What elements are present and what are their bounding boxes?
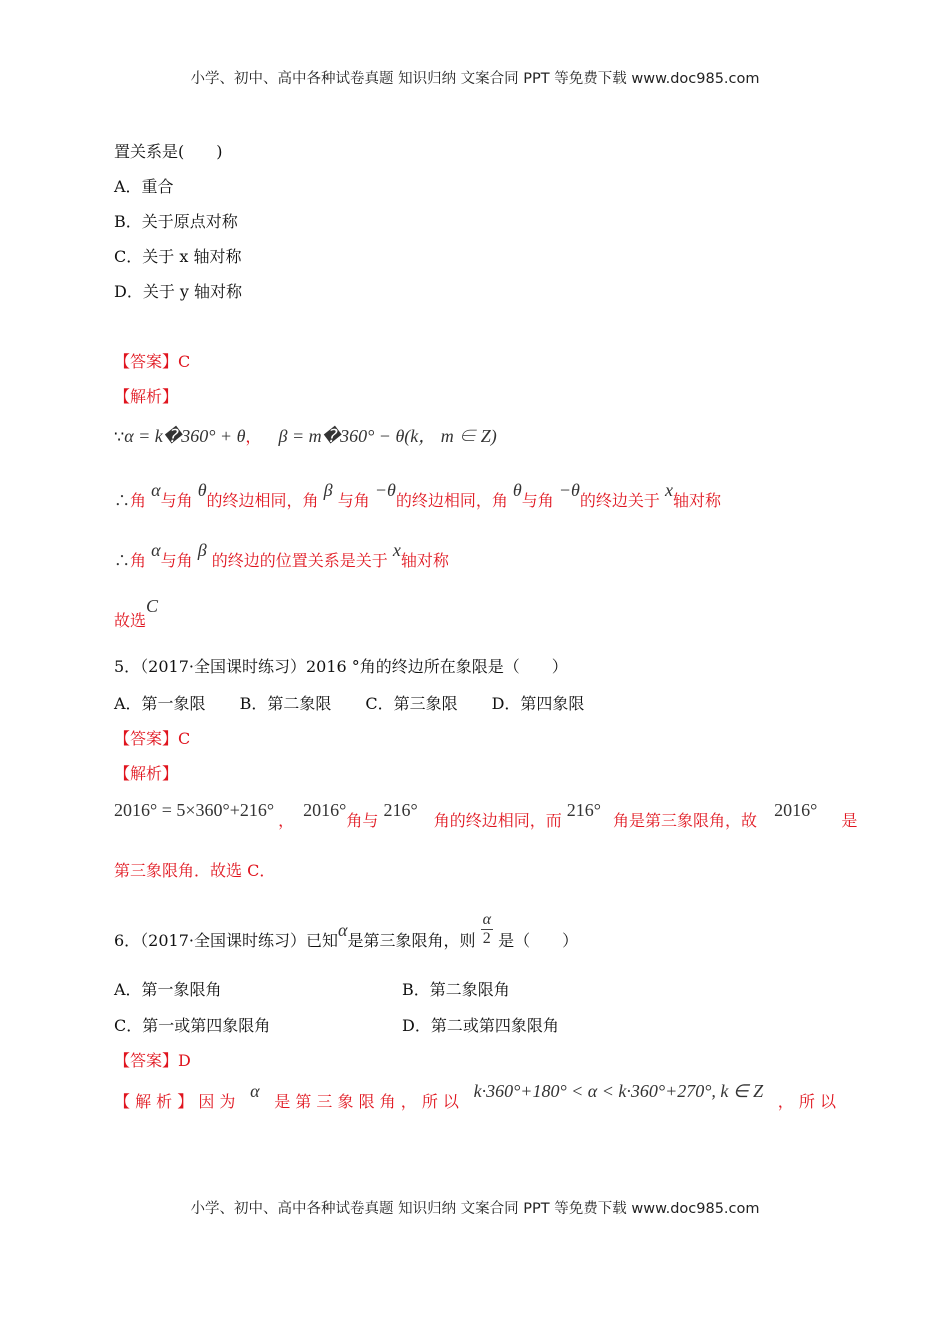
text: 是 (841, 811, 858, 830)
math-x: x (392, 540, 401, 560)
q4-analysis-line1 (114, 422, 497, 448)
page-header: 小学、初中、高中各种试卷真题 知识归纳 文案合同 PPT 等免费下载 www.doc985.com (190, 71, 760, 87)
q4-analysis-label: 【解析】 (114, 387, 179, 406)
answer-label: 【答案】 (114, 729, 179, 748)
q6-stem (114, 911, 579, 960)
q4-analysis-line3 (114, 540, 449, 571)
q6-analysis-line1 (114, 1081, 836, 1112)
q4-option-d: D．关于 y 轴对称 (114, 282, 243, 301)
math-216: 216° (383, 800, 418, 820)
numerator: α (482, 911, 491, 928)
text: 轴对称 (672, 491, 721, 510)
page-footer: 小学、初中、高中各种试卷真题 知识归纳 文案合同 PPT 等免费下载 www.doc985.com (190, 1201, 760, 1217)
text: 是 第 三 象 限 角 ， 所 以 (274, 1092, 459, 1111)
answer-label: 【答案】 (114, 1051, 179, 1070)
denominator: 2 (482, 930, 491, 947)
text: 与角 (337, 491, 370, 510)
answer-value: C (178, 729, 191, 748)
math-2016: 2016° (303, 800, 347, 820)
math-neg-theta: −θ (374, 480, 396, 500)
therefore-symbol: ∴ (114, 491, 131, 510)
inequality-formula: k·360°+180° < α < k·360°+270°, k ∈ Z (473, 1081, 764, 1101)
text: 与角 (160, 491, 193, 510)
q5-stem: 5．（2017·全国课时练习）2016 °角的终边所在象限是（ ） (114, 657, 568, 676)
q6-answer (114, 1048, 191, 1071)
formula: 2016° = 5×360°+216° (114, 800, 275, 820)
text: 的终边的位置关系是关于 (211, 551, 388, 570)
q6-option-d: D．第二或第四象限角 (402, 1016, 559, 1035)
q4-stem-tail: 置关系是( ) (114, 142, 223, 161)
math-alpha: α (151, 540, 161, 560)
math-beta: β (197, 540, 207, 560)
fraction-alpha-over-2 (481, 911, 493, 948)
q6-option-a: A．第一象限角 (114, 980, 222, 999)
q5-option-c: C．第三象限 (365, 694, 458, 713)
math-neg-theta: −θ (558, 480, 580, 500)
text: 故选 (114, 611, 147, 630)
math-x: x (664, 480, 673, 500)
q5-options (114, 691, 584, 714)
text: 角是第三象限角，故 (613, 811, 758, 830)
math-theta: θ (512, 480, 522, 500)
q4-analysis-line4 (114, 596, 159, 631)
q4-option-a: A．重合 (114, 177, 174, 196)
text: 与角 (160, 551, 193, 570)
answer-value: C (178, 352, 191, 371)
math-theta: θ (197, 480, 207, 500)
text: 轴对称 (400, 551, 449, 570)
text: ， 所 以 (777, 1092, 836, 1111)
therefore-symbol: ∴ (114, 551, 131, 570)
q5-analysis-line1 (114, 800, 858, 831)
q4-analysis-line2 (114, 480, 721, 511)
q6-option-b: B．第二象限角 (402, 980, 510, 999)
q5-option-b: B．第二象限 (239, 694, 332, 713)
text: 角 (130, 491, 147, 510)
answer-label: 【答案】 (114, 352, 179, 371)
q6-option-c: C．第一或第四象限角 (114, 1016, 271, 1035)
answer-value: D (178, 1051, 191, 1070)
q5-option-d: D．第四象限 (491, 694, 585, 713)
math-beta: β (323, 480, 333, 500)
text: 角的终边相同，而 (433, 811, 562, 830)
math-alpha: α (151, 480, 161, 500)
formula-alpha: α = k�360° + θ (124, 426, 246, 446)
text: 是（ ） (498, 931, 579, 950)
text: 角 (130, 551, 147, 570)
math-2016: 2016° (774, 800, 818, 820)
q5-option-a: A．第一象限 (114, 694, 206, 713)
text: 的终边关于 (579, 491, 660, 510)
text: 角与 (346, 811, 379, 830)
text: 6．（2017·全国课时练习）已知 (114, 931, 338, 950)
math-alpha: α (250, 1081, 260, 1101)
formula-beta: β = m�360° − θ(k， m ∈ Z) (278, 426, 497, 446)
text: 是第三象限角，则 (347, 931, 476, 950)
text: 的终边相同，角 (206, 491, 319, 510)
text: 的终边相同，角 (395, 491, 508, 510)
because-symbol: ∵ (114, 427, 125, 446)
text: 【 解 析 】 因 为 (114, 1092, 236, 1111)
q4-option-c: C．关于 x 轴对称 (114, 247, 242, 266)
q4-option-b: B．关于原点对称 (114, 212, 238, 231)
math-c: C (146, 596, 159, 616)
q4-answer (114, 349, 190, 372)
q5-analysis-label: 【解析】 (114, 764, 179, 783)
text: 与角 (521, 491, 554, 510)
math-alpha: α (338, 920, 348, 940)
q5-answer (114, 726, 190, 749)
math-216: 216° (566, 800, 601, 820)
comma: ， (278, 811, 295, 830)
q5-analysis-line2: 第三象限角．故选 C． (114, 861, 276, 880)
comma: ， (245, 427, 262, 446)
